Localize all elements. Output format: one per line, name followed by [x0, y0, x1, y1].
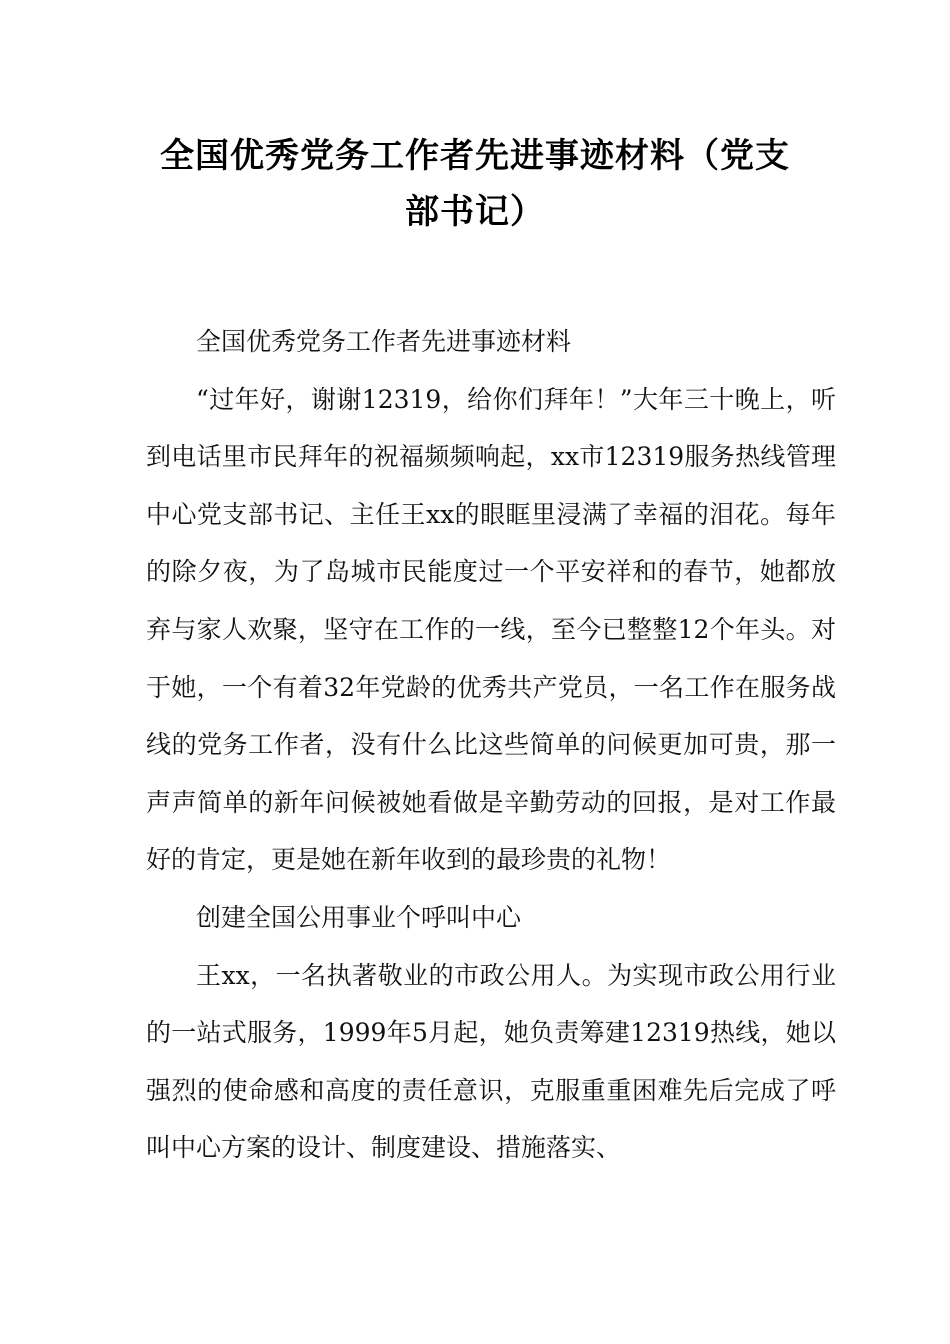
paragraph-section-heading: 创建全国公用事业个呼叫中心 [196, 902, 522, 932]
paragraph-subtitle: 全国优秀党务工作者先进事迹材料 [196, 327, 572, 356]
paragraph-hotline-founding: 王xx，一名执著敬业的市政公用人。为实现市政公用行业的一站式服务，1999年5月起，她负责筹建12319热线，她以强烈的使命感和高度的责任意识，克服重重困难先后完成了呼叫中心方案的设计、制度建设、措施落实、 [146, 960, 836, 1163]
document-body [146, 313, 836, 1177]
document-title-line-2: 部书记） [405, 192, 545, 232]
document-title-line-1: 全国优秀党务工作者先进事迹材料（党支 [160, 136, 790, 176]
document-title [120, 128, 830, 240]
paragraph-new-year-greeting: “过年好，谢谢12319，给你们拜年！”大年三十晚上，听到电话里市民拜年的祝福频频响起，xx市12319服务热线管理中心党支部书记、主任王xx的眼眶里浸满了幸福的泪花。每年的除夕夜，为了岛城市民能度过一个平安祥和的春节，她都放弃与家人欢聚，坚守在工作的一线，至今已整整12个年头。对于她，一个有着32年党龄的优秀共产党员，一名工作在服务战线的党务工作者，没有什么比这些简单的问候更加可贵，那一声声简单的新年问候被她看做是辛勤劳动的回报，是对工作最好的肯定，更是她在新年收到的最珍贵的礼物！ [146, 384, 836, 875]
